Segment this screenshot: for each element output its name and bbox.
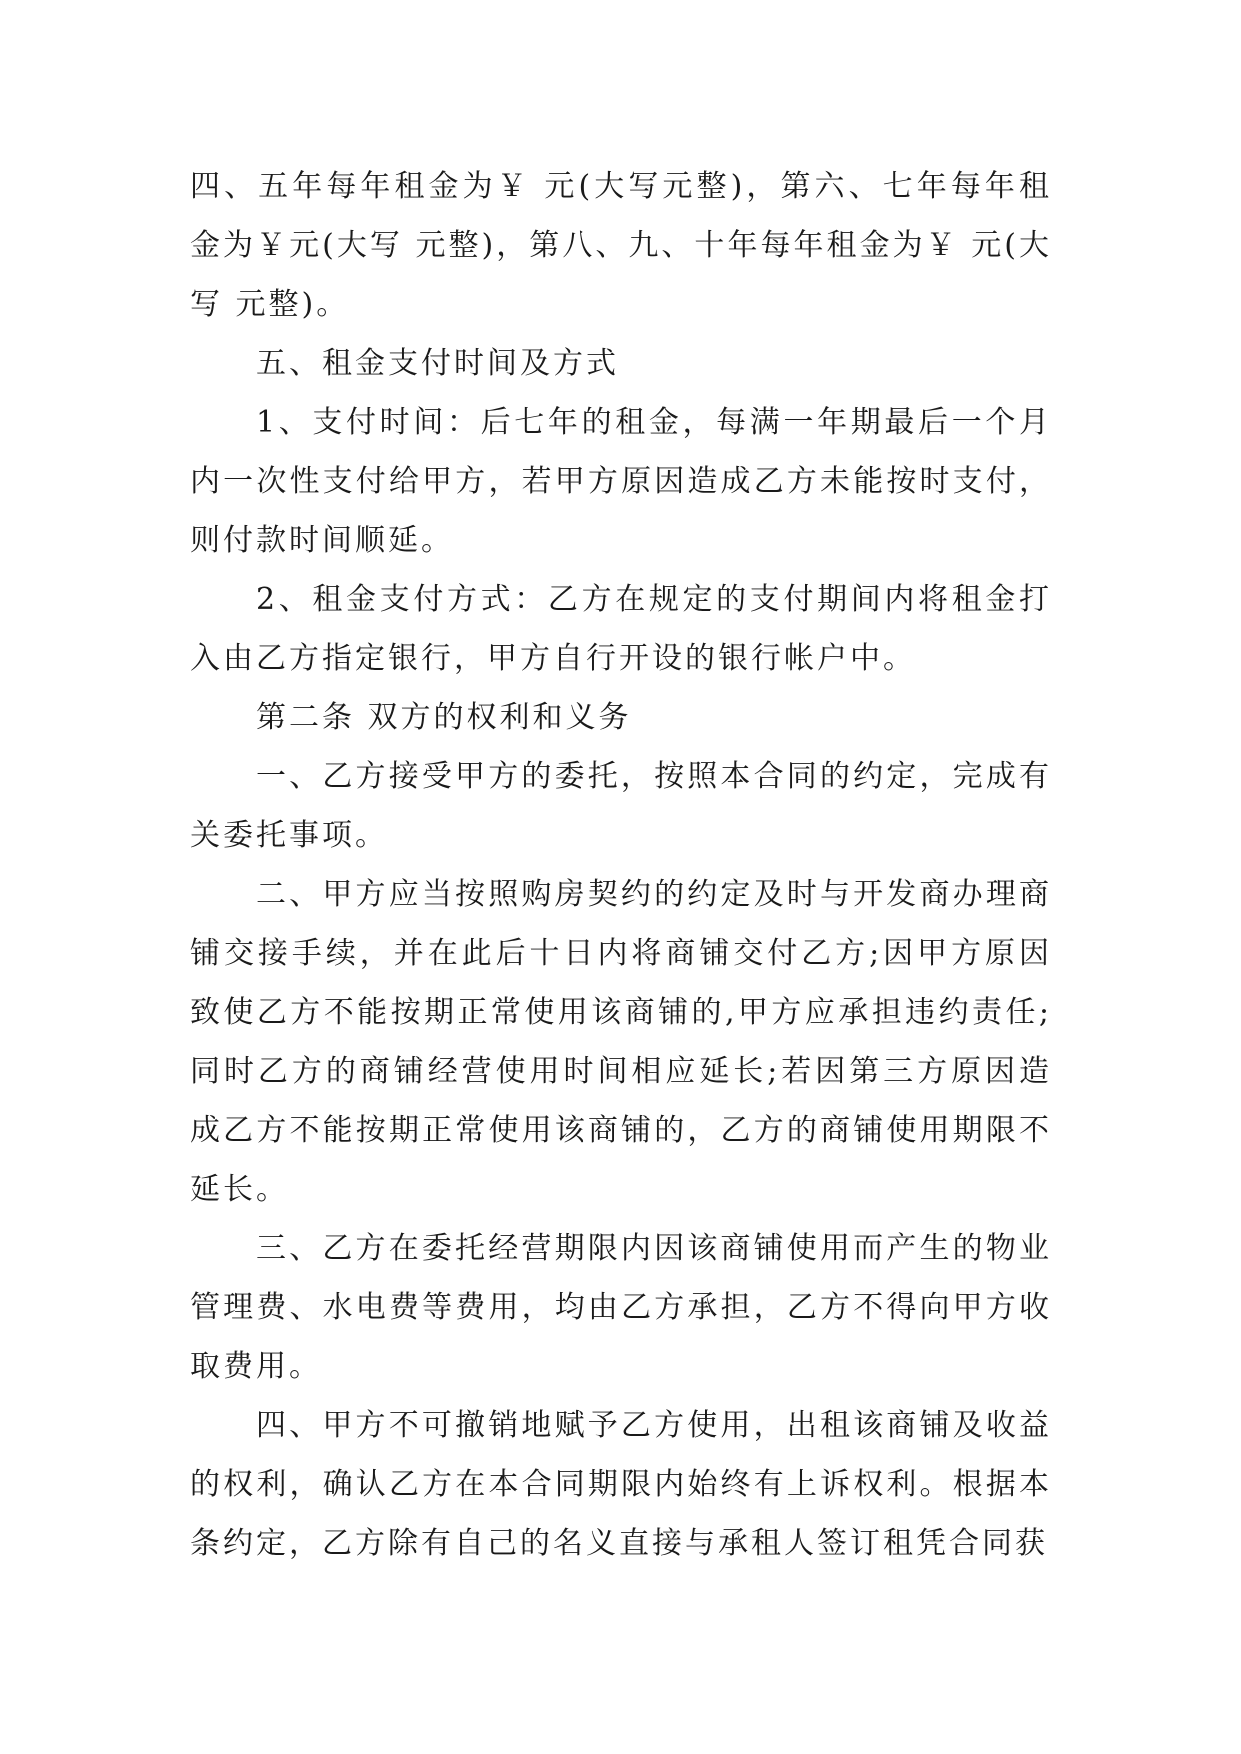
heading-rent-payment-time-method: 五、租金支付时间及方式 [256, 346, 619, 381]
paragraph-clause-three: 三、乙方在委托经营期限内因该商铺使用而产生的物业管理费、水电费等费用，均由乙方承担，乙方不得向甲方收取费用。 [190, 1231, 1052, 1384]
paragraph-clause-four: 四、甲方不可撤销地赋予乙方使用，出租该商铺及收益的权利，确认乙方在本合同期限内始终有上诉权利。根据本条约定，乙方除有自己的名义直接与承租人签订租凭合同获 [190, 1408, 1052, 1561]
paragraph-payment-time: 1、支付时间：后七年的租金，每满一年期最后一个月内一次性支付给甲方，若甲方原因造成乙方未能按时支付，则付款时间顺延。 [190, 405, 1052, 558]
heading-article-two-rights-obligations: 第二条 双方的权利和义务 [256, 700, 632, 735]
document-body [190, 157, 1052, 1573]
paragraph-payment-method: 2、租金支付方式：乙方在规定的支付期间内将租金打入由乙方指定银行，甲方自行开设的银行帐户中。 [190, 582, 1052, 676]
paragraph-clause-two: 二、甲方应当按照购房契约的约定及时与开发商办理商铺交接手续，并在此后十日内将商铺交付乙方;因甲方原因致使乙方不能按期正常使用该商铺的,甲方应承担违约责任;同时乙方的商铺经营使用时间相应延长;若因第三方原因造成乙方不能按期正常使用该商铺的，乙方的商铺使用期限不延长。 [190, 877, 1052, 1207]
paragraph-rent-years-4-10: 四、五年每年租金为￥ 元(大写元整)，第六、七年每年租金为￥元(大写 元整)，第八、九、十年每年租金为￥ 元(大写 元整)。 [190, 169, 1052, 322]
paragraph-clause-one: 一、乙方接受甲方的委托，按照本合同的约定，完成有关委托事项。 [190, 759, 1052, 853]
